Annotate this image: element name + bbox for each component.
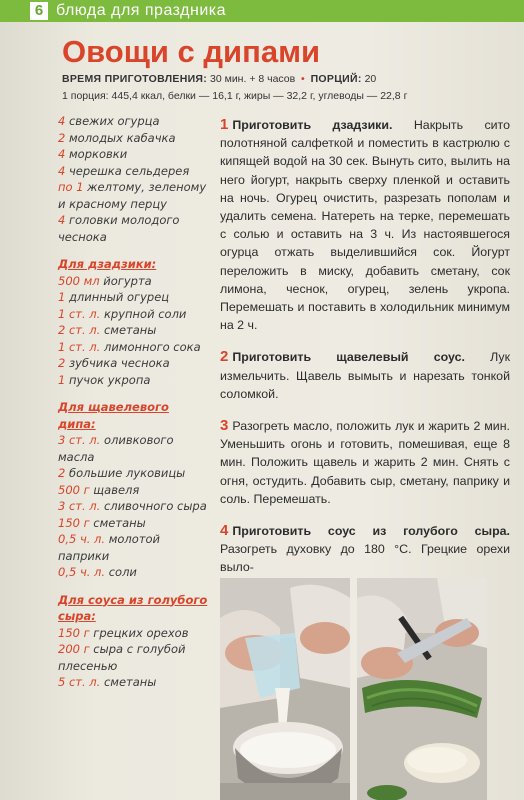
ingredient-group-heading: Для дзадзики: (58, 257, 157, 271)
step-text: Лук измельчить. Щавель вымыть и нарезать тонкой соломкой. (220, 350, 510, 401)
ingredient-quantity: 500 г (58, 482, 90, 497)
ingredient-item (58, 625, 208, 642)
ingredient-quantity: 3 ст. л. (58, 433, 101, 447)
ingredient-item (58, 432, 208, 465)
ingredient-quantity: 2 (58, 130, 66, 145)
ingredient-quantity: 3 ст. л. (58, 499, 101, 513)
ingredient-item (58, 515, 208, 532)
ingredient-name: сметаны (100, 323, 157, 337)
ingredient-quantity: 2 (58, 466, 66, 480)
ingredient-quantity: 1 (58, 372, 66, 387)
ingredient-item (58, 372, 208, 389)
ingredient-name: сливочного сыра (100, 499, 207, 513)
ingredient-name: сметаны (89, 515, 146, 530)
step-heading: Приготовить дзадзики. (232, 118, 393, 132)
recipe-title: Овощи с дипами (62, 34, 321, 69)
step-number: 1 (220, 116, 229, 133)
ingredient-name: зубчика чеснока (65, 356, 170, 370)
step-heading: Приготовить соус из голубого сыра. (232, 524, 510, 539)
ingredient-quantity: 1 ст. л. (58, 306, 101, 321)
page-header (0, 0, 524, 22)
ingredient-name: соли (105, 565, 137, 579)
steps-list (220, 116, 510, 591)
ingredient-name: большие луковицы (65, 466, 186, 480)
ingredient-item (58, 339, 208, 356)
photo-chopping-sorrel-image (357, 578, 487, 800)
ingredient-quantity: 2 (58, 356, 66, 370)
ingredient-item (58, 113, 208, 130)
step-3 (220, 417, 510, 508)
ingredient-item (58, 163, 208, 180)
ingredient-quantity: 2 ст. л. (58, 323, 101, 337)
ingredient-name: лимонного сока (100, 339, 201, 354)
ingredient-quantity: 150 г (58, 515, 90, 530)
time-label: ВРЕМЯ ПРИГОТОВЛЕНИЯ: (62, 73, 208, 85)
ingredient-name: крупной соли (100, 306, 187, 321)
ingredient-name: молотой паприки (58, 532, 161, 563)
ingredient-name: пучок укропа (65, 372, 151, 387)
ingredient-name: сыра с голубой плесенью (58, 642, 186, 673)
ingredient-quantity: 4 (58, 114, 66, 128)
ingredient-group-heading: Для соуса из голубого сыра: (58, 592, 208, 623)
ingredient-name: молодых кабачка (65, 130, 176, 145)
ingredient-item (58, 322, 208, 339)
ingredient-quantity: 1 ст. л. (58, 339, 101, 354)
ingredient-item (58, 482, 208, 499)
ingredient-quantity: 1 (58, 290, 66, 304)
ingredient-name: морковки (65, 147, 128, 161)
ingredient-item (58, 130, 208, 147)
ingredient-item (58, 146, 208, 163)
step-heading: Приготовить щавелевый соус. (232, 350, 465, 365)
ingredient-item (58, 564, 208, 581)
ingredient-name: оливкового масла (58, 433, 174, 464)
section-title: блюда для праздника (56, 2, 227, 19)
step-number: 4 (220, 522, 229, 540)
ingredient-name: сметаны (100, 675, 157, 689)
separator-dot: • (298, 73, 308, 85)
ingredient-item (58, 641, 208, 674)
ingredient-quantity: 0,5 ч. л. (58, 532, 106, 546)
page-number: 6 (30, 2, 48, 20)
ingredient-item (58, 465, 208, 482)
ingredient-name: щавеля (89, 482, 140, 497)
step-2 (220, 348, 510, 403)
step-1 (220, 116, 510, 334)
ingredient-name: желтому, зеленому и красному перцу (58, 180, 207, 211)
ingredient-quantity: по 1 (58, 180, 84, 194)
ingredient-name: йогурта (99, 273, 152, 288)
ingredient-item (58, 498, 208, 515)
ingredient-item (58, 212, 208, 245)
ingredient-quantity: 5 ст. л. (58, 675, 101, 689)
step-text: Накрыть сито полотняной салфеткой и поместить в кастрюлю с кипящей водой на 30 сек. Вынуть сито, вылить на него йогурт, накрыть сверху пленкой и оставить на ночь. Огурец очистить, разрезать пополам и удалить семена. Натереть на терке, перемешать с солью и оставить на 3 ч. Из настоявшегося огурца отжать выделившийся сок. Йогурт переложить в миску, добавить сметану, сок лимона, чеснок, огурец, зелень укропа. Перемешать и поставить в холодильник минимум на 2 ч. (220, 118, 510, 333)
step-text: Разогреть масло, положить лук и жарить 2 мин. Уменьшить огонь и готовить, помешивая, еще 8 мин. Положить щавель и жарить 2 мин. Снять с огня, остудить. Добавить сыр, сметану, паприку и соль. Перемешать. (220, 419, 510, 506)
ingredient-name: длинный огурец (65, 290, 170, 304)
ingredient-item (58, 355, 208, 372)
photo-pouring-yogurt (220, 578, 350, 800)
ingredient-name: свежих огурца (65, 114, 160, 128)
nutrition-info: 1 порция: 445,4 ккал, белки — 16,1 г, жиры — 32,2 г, углеводы — 22,8 г (62, 90, 408, 102)
ingredient-quantity: 200 г (58, 642, 90, 656)
ingredient-name: черешка сельдерея (65, 163, 190, 178)
ingredient-quantity: 0,5 ч. л. (58, 565, 106, 579)
ingredient-quantity: 4 (58, 213, 66, 227)
ingredient-name: головки молодого чеснока (58, 213, 180, 244)
recipe-meta (62, 72, 376, 86)
step-number: 2 (220, 348, 229, 366)
ingredient-quantity: 4 (58, 163, 66, 178)
step-number: 3 (220, 417, 229, 435)
ingredient-name: грецких орехов (89, 625, 189, 640)
ingredient-quantity: 4 (58, 147, 66, 161)
ingredient-quantity: 500 мл (58, 273, 100, 288)
step-4 (220, 522, 510, 577)
ingredients-list (58, 113, 208, 691)
portions-label: ПОРЦИЙ: (310, 73, 362, 85)
ingredient-quantity: 150 г (58, 625, 90, 640)
step-text: Разогреть духовку до 180 °С. Грецкие орехи выло- (220, 542, 510, 575)
ingredient-item (58, 273, 208, 290)
photo-pouring-yogurt-image (220, 578, 350, 800)
ingredient-item (58, 289, 208, 306)
ingredient-item (58, 306, 208, 323)
ingredient-item (58, 674, 208, 691)
photo-chopping-sorrel (357, 578, 487, 800)
ingredient-item (58, 179, 208, 212)
ingredient-item (58, 531, 208, 564)
time-value: 30 мин. + 8 часов (210, 73, 296, 85)
ingredient-group-heading: Для щавелевого дипа: (58, 400, 169, 431)
portions-value: 20 (364, 73, 377, 85)
